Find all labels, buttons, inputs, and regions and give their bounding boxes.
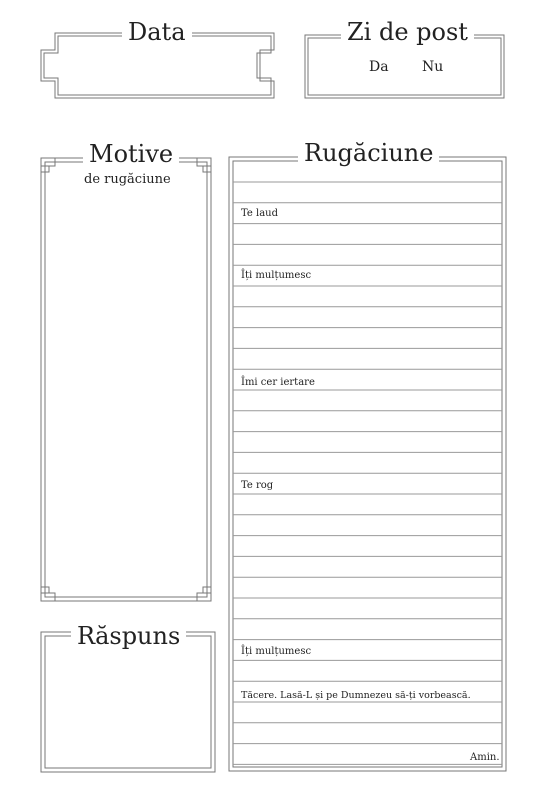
prompt-praise: Te laud — [241, 208, 278, 219]
motives-title: Motive — [83, 142, 179, 166]
answer-frame — [41, 632, 215, 772]
answer-title: Răspuns — [71, 624, 186, 648]
fast-yes-option[interactable]: Da — [369, 59, 389, 75]
fast-no-option[interactable]: Nu — [422, 59, 444, 75]
prayer-title: Rugăciune — [298, 141, 439, 165]
prompt-thanks-1: Îți mulțumesc — [241, 270, 312, 281]
prompt-silence: Tăcere. Lasă-L și pe Dumnezeu să-ți vorbească. — [241, 690, 471, 701]
prompt-amen: Amin. — [470, 752, 500, 763]
date-title: Data — [122, 20, 192, 44]
motives-frame — [41, 158, 211, 601]
fast-title: Zi de post — [341, 20, 474, 44]
prompt-request: Te rog — [241, 480, 274, 491]
prayer-frame — [229, 157, 506, 771]
motives-subtitle: de rugăciune — [84, 172, 171, 187]
prompt-forgiveness: Îmi cer iertare — [241, 377, 315, 388]
prompt-thanks-2: Îți mulțumesc — [241, 646, 312, 657]
